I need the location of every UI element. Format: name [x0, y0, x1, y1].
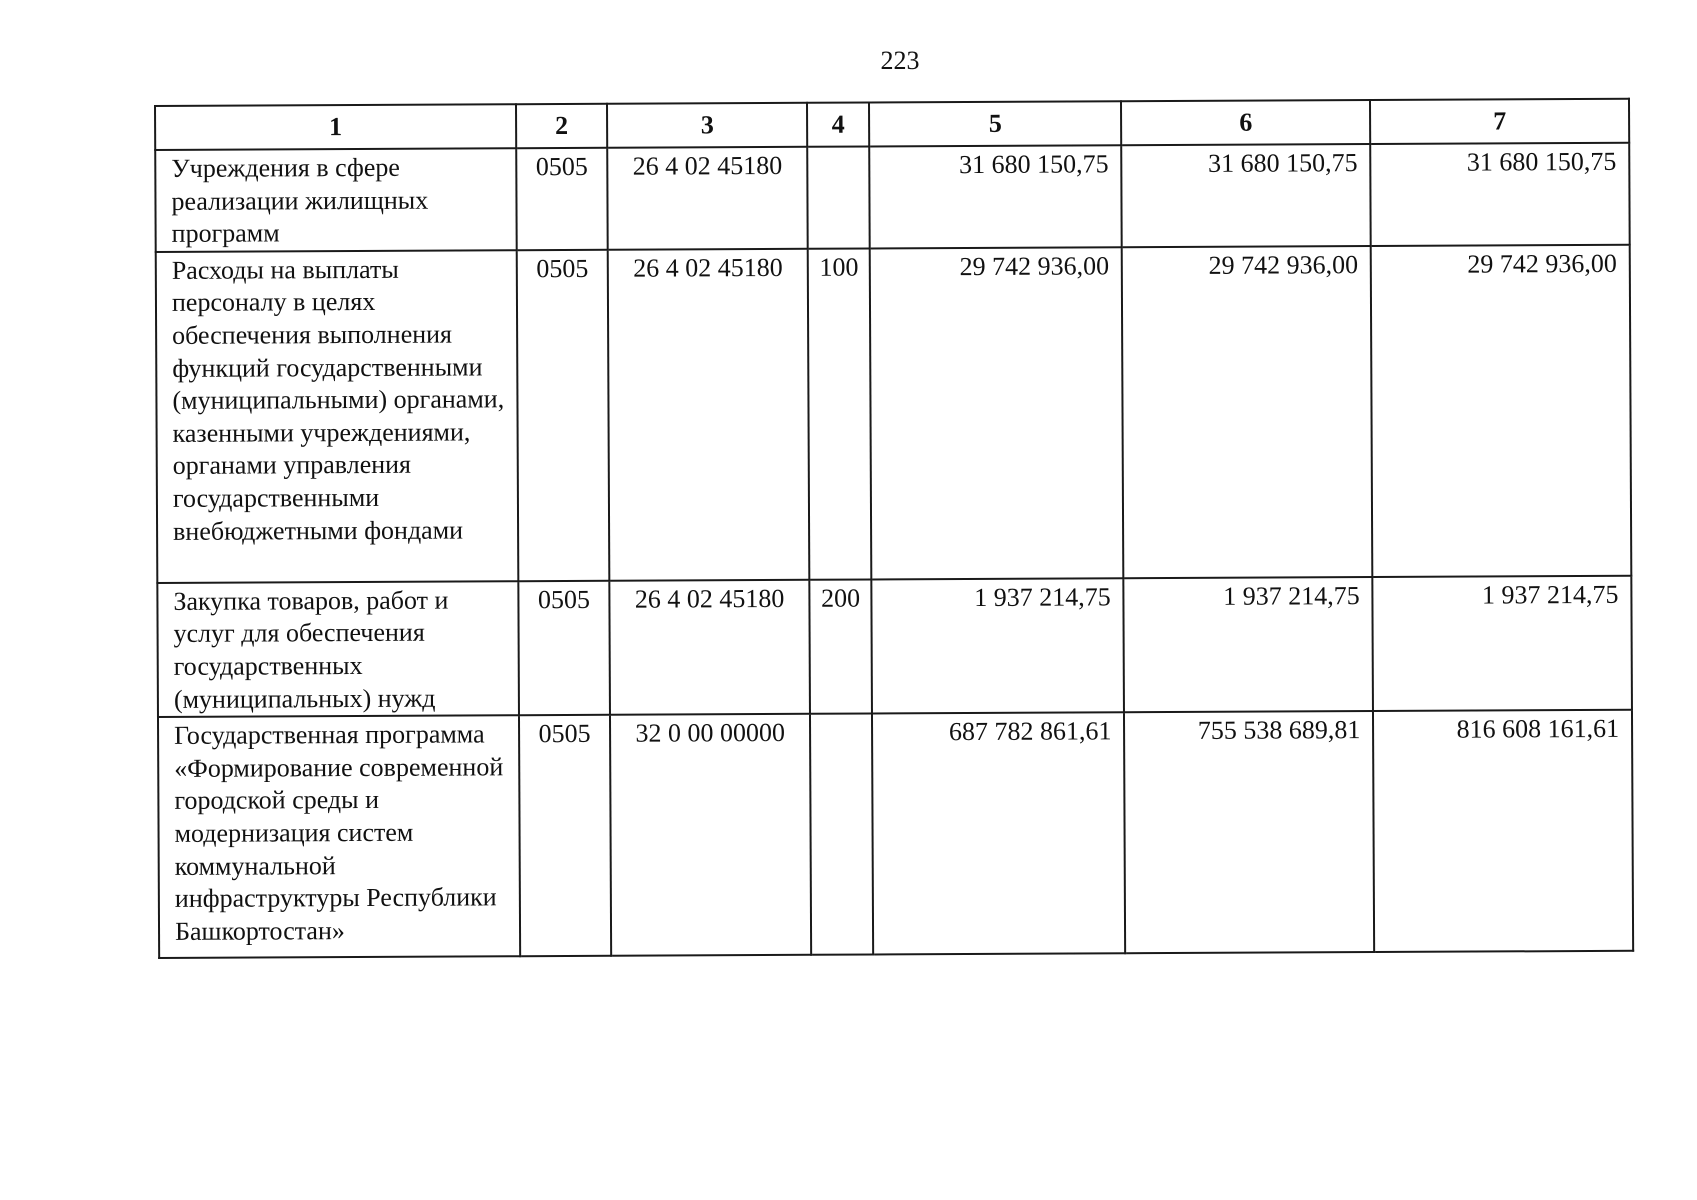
row-section: 0505 [517, 250, 610, 581]
row-sum-1: 31 680 150,75 [869, 145, 1122, 248]
row-sum-3: 31 680 150,75 [1370, 143, 1629, 246]
header-col-4: 4 [807, 103, 869, 147]
budget-table [154, 98, 1634, 959]
row-expense-type: 200 [810, 579, 873, 714]
row-sum-1: 1 937 214,75 [871, 578, 1124, 714]
table-row [157, 576, 1632, 718]
row-target: 26 4 02 45180 [610, 580, 811, 715]
header-row [155, 99, 1629, 150]
row-sum-2: 1 937 214,75 [1124, 577, 1374, 713]
row-sum-3: 1 937 214,75 [1373, 576, 1632, 712]
row-name: Расходы на выплаты персоналу в целях обеспечения выполнения функций государственными (муниципальными) органами, казенными учреждениями, органами управления государственными внебюджетными фондами [156, 250, 519, 583]
row-expense-type [807, 147, 869, 249]
row-name: Государственная программа «Формирование современной городской среды и модернизация систем коммунальной инфраструктуры Республики Башкортостан» [158, 715, 520, 958]
row-sum-1: 687 782 861,61 [872, 712, 1125, 954]
row-sum-2: 755 538 689,81 [1124, 711, 1374, 953]
table-row [156, 245, 1632, 583]
row-expense-type: 100 [808, 248, 872, 579]
row-sum-2: 29 742 936,00 [1122, 246, 1373, 578]
row-name: Учреждения в сфере реализации жилищных программ [155, 148, 516, 252]
row-target: 26 4 02 45180 [607, 147, 807, 250]
row-target: 26 4 02 45180 [608, 249, 810, 581]
table-row [155, 143, 1629, 252]
row-expense-type [810, 714, 873, 955]
header-col-1: 1 [155, 104, 516, 150]
header-col-6: 6 [1121, 100, 1370, 145]
row-sum-3: 816 608 161,61 [1373, 710, 1633, 952]
header-col-2: 2 [516, 104, 608, 148]
header-col-3: 3 [607, 103, 807, 148]
row-sum-2: 31 680 150,75 [1122, 144, 1371, 247]
row-sum-1: 29 742 936,00 [870, 247, 1124, 579]
row-sum-3: 29 742 936,00 [1371, 245, 1631, 577]
header-col-5: 5 [869, 101, 1121, 146]
row-section: 0505 [516, 148, 608, 250]
page-number: 223 [880, 46, 920, 75]
row-section: 0505 [518, 581, 610, 716]
row-name: Закупка товаров, работ и услуг для обеспечения государственных (муниципальных) нужд [157, 581, 519, 717]
header-col-7: 7 [1370, 99, 1629, 144]
row-target: 32 0 00 00000 [610, 714, 811, 956]
row-section: 0505 [519, 715, 611, 956]
table-row [158, 710, 1633, 958]
